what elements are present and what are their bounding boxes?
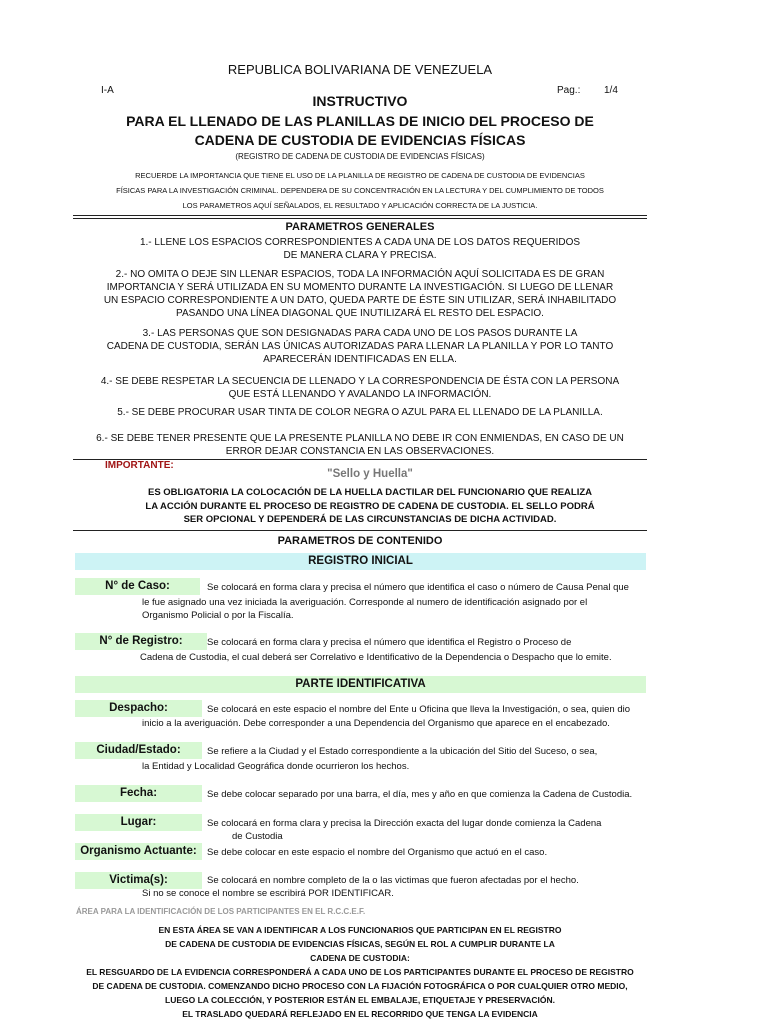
general-item-5	[70, 406, 650, 419]
intro-line: LOS PARAMETROS AQUÍ SEÑALADOS, EL RESULTADO Y APLICACIÓN CORRECTA DE LA JUSTICIA.	[182, 201, 538, 210]
general-item-line: PASANDO UNA LÍNEA DIAGONAL QUE INUTILIZARÁ EL RESTO DEL ESPACIO.	[176, 308, 544, 319]
general-item-line: 2.- NO OMITA O DEJE SIN LLENAR ESPACIOS, TODA LA INFORMACIÓN AQUÍ SOLICITADA ES DE GRAN	[115, 269, 605, 280]
general-item-6	[70, 432, 650, 458]
intro-text	[70, 168, 650, 213]
important-notice	[70, 486, 670, 527]
important-line: ES OBLIGATORIA LA COLOCACIÓN DE LA HUELLA DACTILAR DEL FUNCIONARIO QUE REALIZA	[147, 487, 593, 498]
subtitle-line: PARA EL LLENADO DE LAS PLANILLAS DE INICIO DEL PROCESO DE	[126, 113, 594, 129]
divider	[73, 218, 647, 219]
republic-heading: REPUBLICA BOLIVARIANA DE VENEZUELA	[227, 62, 493, 77]
participants-area-heading: ÁREA PARA LA IDENTIFICACIÓN DE LOS PARTICIPANTES EN EL R.C.C.E.F.	[76, 907, 366, 916]
general-item-3	[70, 327, 650, 366]
general-item-line: ERROR DEJAR CONSTANCIA EN LAS OBSERVACIONES.	[225, 446, 495, 457]
case-number-desc: Organismo Policial o por la Fiscalía.	[142, 610, 294, 621]
general-item-line: 6.- SE DEBE TENER PRESENTE QUE LA PRESENTE PLANILLA NO DEBE IR CON ENMIENDAS, EN CASO DE UN	[96, 433, 624, 444]
parte-identificativa-band: PARTE IDENTIFICATIVA	[75, 676, 646, 693]
registry-number-desc: Cadena de Custodia, el cual deberá ser Correlativo e Identificativo de la Dependencia o Despacho que lo emite.	[140, 652, 612, 663]
victims-label: Victima(s):	[75, 872, 202, 889]
general-item-line: APARECERÁN IDENTIFICADAS EN ELLA.	[263, 354, 457, 365]
city-state-desc: la Entidad y Localidad Geográfica donde ocurrieron los hechos.	[142, 761, 410, 772]
city-state-label: Ciudad/Estado:	[75, 742, 202, 759]
participants-line: DE CADENA DE CUSTODIA DE EVIDENCIAS FÍSICAS, SEGÚN EL ROL A CUMPLIR DURANTE LA	[165, 939, 555, 949]
register-note: (REGISTRO DE CADENA DE CUSTODIA DE EVIDENCIAS FÍSICAS)	[235, 152, 485, 161]
seal-and-print-heading: "Sello y Huella"	[327, 468, 413, 480]
office-desc: inicio a la averiguación. Debe corresponder a una Dependencia del Organismo que aparece en el encabezado.	[142, 718, 610, 729]
office-desc: Se colocará en este espacio el nombre del Ente u Oficina que lleva la Investigación, o sea, quien dio	[207, 704, 631, 715]
general-item-line: 5.- SE DEBE PROCURAR USAR TINTA DE COLOR NEGRA O AZUL PARA EL LLENADO DE LA PLANILLA.	[117, 407, 603, 418]
place-label: Lugar:	[75, 814, 202, 831]
general-item-line: UN ESPACIO CORRESPONDIENTE A UN DATO, QUEDA PARTE DE ÉSTE SIN UTILIZAR, SERÁ INHABILITADO	[103, 295, 617, 306]
date-desc: Se debe colocar separado por una barra, el día, mes y año en que comienza la Cadena de Custodia.	[207, 789, 633, 800]
registry-number-desc: Se colocará en forma clara y precisa el número que identifica el Registro o Proceso de	[207, 637, 572, 648]
registry-number-label: N° de Registro:	[75, 633, 207, 650]
divider	[73, 530, 647, 531]
participants-area-text	[70, 923, 650, 1021]
participants-line: CADENA DE CUSTODIA:	[310, 953, 410, 963]
page-number: 1/4	[604, 85, 618, 96]
office-label: Despacho:	[75, 700, 202, 717]
important-label: IMPORTANTE:	[105, 460, 174, 471]
general-item-line: 1.- LLENE LOS ESPACIOS CORRESPONDIENTES A CADA UNA DE LOS DATOS REQUERIDOS	[139, 237, 581, 248]
general-item-line: DE MANERA CLARA Y PRECISA.	[283, 250, 437, 261]
intro-line: FÍSICAS PARA LA INVESTIGACIÓN CRIMINAL. DEPENDERA DE SU CONCENTRACIÓN EN LA LECTURA Y DEL CUMPLIMIENTO DE TODOS	[116, 186, 604, 195]
participants-line: EL RESGUARDO DE LA EVIDENCIA CORRESPONDERÁ A CADA UNO DE LOS PARTICIPANTES DURANTE EL PROCESO DE REGISTRO	[86, 967, 634, 977]
general-item-line: CADENA DE CUSTODIA, SERÁN LAS ÚNICAS AUTORIZADAS PARA LLENAR LA PLANILLA Y POR LO TANTO	[106, 341, 614, 352]
victims-desc: Se colocará en nombre completo de la o las victimas que fueron afectadas por el hecho.	[207, 875, 579, 886]
page-label: Pag.:	[557, 85, 581, 96]
participants-line: EL TRASLADO QUEDARÁ REFLEJADO EN EL RECORRIDO QUE TENGA LA EVIDENCIA	[182, 1009, 538, 1019]
general-item-1	[70, 236, 650, 262]
participants-line: EN ESTA ÁREA SE VAN A IDENTIFICAR A LOS FUNCIONARIOS QUE PARTICIPAN EN EL REGISTRO	[158, 925, 562, 935]
general-item-4	[70, 375, 650, 401]
important-line: SER OPCIONAL Y DEPENDERÁ DE LAS CIRCUNSTANCIAS DE DICHA ACTIVIDAD.	[183, 514, 557, 525]
registro-inicial-band: REGISTRO INICIAL	[75, 553, 646, 570]
subtitle-line: CADENA DE CUSTODIA DE EVIDENCIAS FÍSICAS	[194, 132, 526, 148]
place-desc: de Custodia	[232, 831, 283, 842]
general-item-line: 4.- SE DEBE RESPETAR LA SECUENCIA DE LLENADO Y LA CORRESPONDENCIA DE ÉSTA CON LA PERSONA	[100, 376, 620, 387]
acting-agency-label: Organismo Actuante:	[75, 843, 202, 860]
document-title: INSTRUCTIVO	[312, 93, 408, 109]
participants-line: DE CADENA DE CUSTODIA. COMENZANDO DICHO PROCESO CON LA FIJACIÓN FOTOGRÁFICA O POR CUALQUIER OTRO MEDIO,	[92, 981, 628, 991]
case-number-desc: le fue asignado una vez iniciada la averiguación. Corresponde al numero de identificación asignado por el	[142, 597, 588, 608]
general-item-line: 3.- LAS PERSONAS QUE SON DESIGNADAS PARA CADA UNO DE LOS PASOS DURANTE LA	[142, 328, 578, 339]
intro-line: RECUERDE LA IMPORTANCIA QUE TIENE EL USO DE LA PLANILLA DE REGISTRO DE CADENA DE CUSTODIA DE EVIDENCIAS	[135, 171, 585, 180]
case-number-label: N° de Caso:	[75, 578, 200, 595]
place-desc: Se colocará en forma clara y precisa la Dirección exacta del lugar donde comienza la Cadena	[207, 818, 602, 829]
important-line: LA ACCIÓN DURANTE EL PROCESO DE REGISTRO DE CADENA DE CUSTODIA. EL SELLO PODRÁ	[145, 500, 595, 512]
general-item-line: IMPORTANCIA Y SERÁ UTILIZADA EN SU MOMENTO DURANTE LA INVESTIGACIÓN. SI LUEGO DE LLENAR	[106, 282, 614, 293]
case-number-desc: Se colocará en forma clara y precisa el número que identifica el caso o número de Causa Penal que	[207, 582, 629, 593]
date-label: Fecha:	[75, 785, 202, 802]
general-item-line: QUE ESTÁ LLENANDO Y AVALANDO LA INFORMACIÓN.	[228, 389, 492, 400]
content-parameters-heading: PARAMETROS DE CONTENIDO	[277, 535, 443, 547]
divider	[73, 215, 647, 216]
general-item-2	[70, 268, 650, 320]
general-parameters-heading: PARAMETROS GENERALES	[285, 221, 435, 233]
participants-line: LUEGO LA COLECCIÓN, Y POSTERIOR ESTÁN EL EMBALAJE, ETIQUETAJE Y PRESERVACIÓN.	[165, 995, 555, 1005]
document-subtitle	[0, 112, 720, 150]
victims-desc: Si no se conoce el nombre se escribirá POR IDENTIFICAR.	[142, 888, 394, 899]
city-state-desc: Se refiere a la Ciudad y el Estado correspondiente a la ubicación del Sitio del Suceso, o sea,	[207, 746, 598, 757]
acting-agency-desc: Se debe colocar en este espacio el nombre del Organismo que actuó en el caso.	[207, 847, 548, 858]
form-code: I-A	[101, 85, 114, 96]
